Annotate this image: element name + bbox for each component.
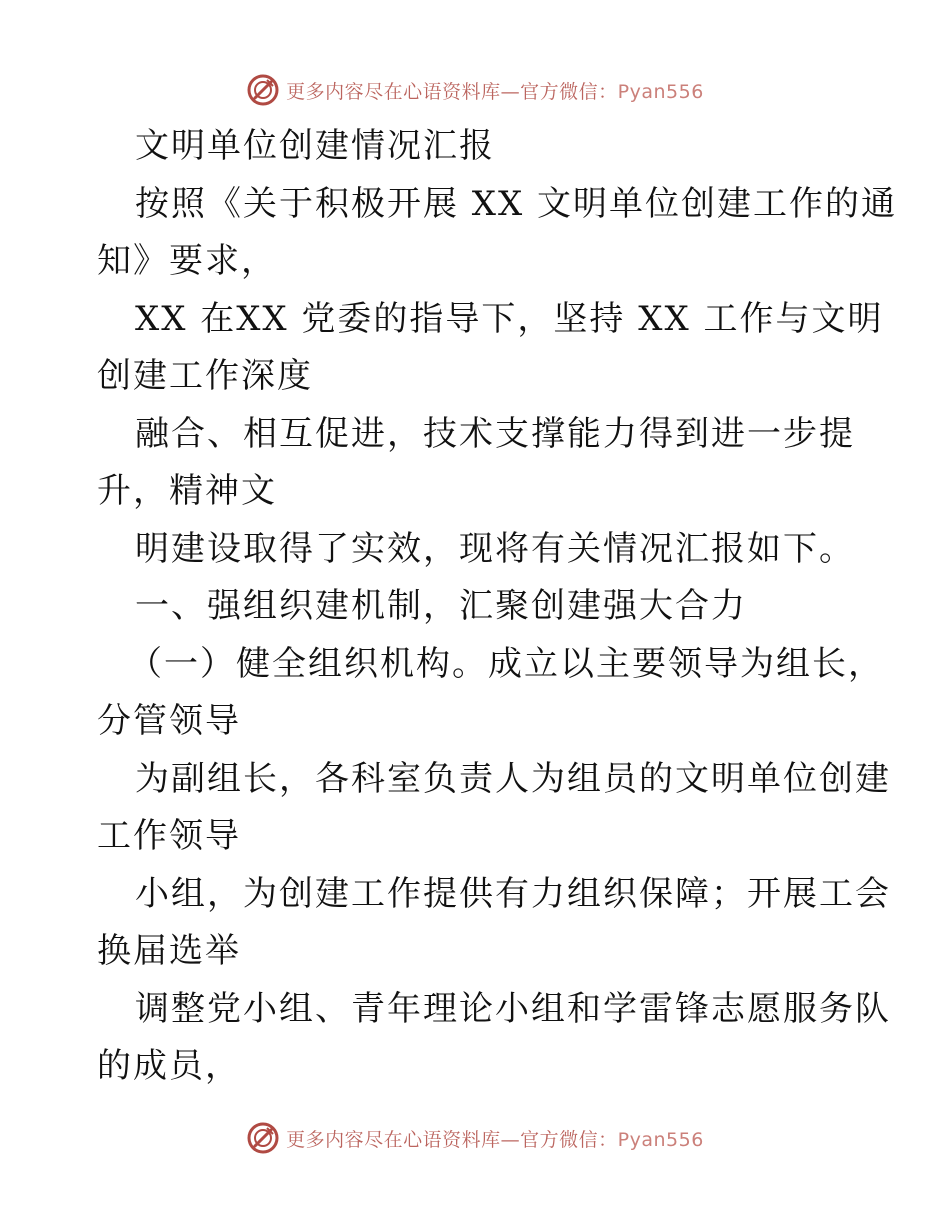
subsection-heading: （一）健全组织机构。成立以主要领导为组长， [128,643,884,684]
paragraph-line: 换届选举 [97,931,241,971]
paragraph-line: 为副组长，各科室负责人为组员的文明单位创建 [135,758,891,799]
paragraph-line: 小组，为创建工作提供有力组织保障；开展工会 [135,873,891,914]
paragraph-line: 分管领导 [97,701,241,741]
paragraph-line: 工作领导 [97,816,241,856]
watermark-text: 更多内容尽在心语资料库—官方微信：Pyan556 [286,80,704,103]
section-heading: 一、强组织建机制，汇聚创建强大合力 [135,586,747,626]
paragraph-line: 明建设取得了实效，现将有关情况汇报如下。 [135,528,855,569]
watermark-banner-bottom [0,1118,950,1158]
paragraph-line: 按照《关于积极开展 XX 文明单位创建工作的通 [135,183,898,224]
paragraph-line: 知》要求， [97,241,277,281]
paragraph-line: 融合、相互促进，技术支撑能力得到进一步提 [135,413,855,454]
brand-logo-icon [246,1121,280,1155]
watermark-handle: Pyan556 [617,1128,704,1151]
watermark-group [246,1121,704,1155]
paragraph-line: XX 在XX 党委的指导下，坚持 XX 工作与文明 [135,298,884,339]
paragraph-line: 升，精神文 [97,471,277,511]
document-title: 文明单位创建情况汇报 [135,126,495,166]
paragraph-line: 的成员， [97,1046,241,1086]
watermark-banner-top [0,70,950,110]
watermark-handle: Pyan556 [617,80,704,103]
document-body [0,118,950,1096]
paragraph-line: 调整党小组、青年理论小组和学雷锋志愿服务队 [135,988,891,1029]
watermark-text: 更多内容尽在心语资料库—官方微信：Pyan556 [286,1128,704,1151]
brand-logo-icon [246,73,280,107]
paragraph-line: 创建工作深度 [97,356,313,396]
watermark-group [246,73,704,107]
